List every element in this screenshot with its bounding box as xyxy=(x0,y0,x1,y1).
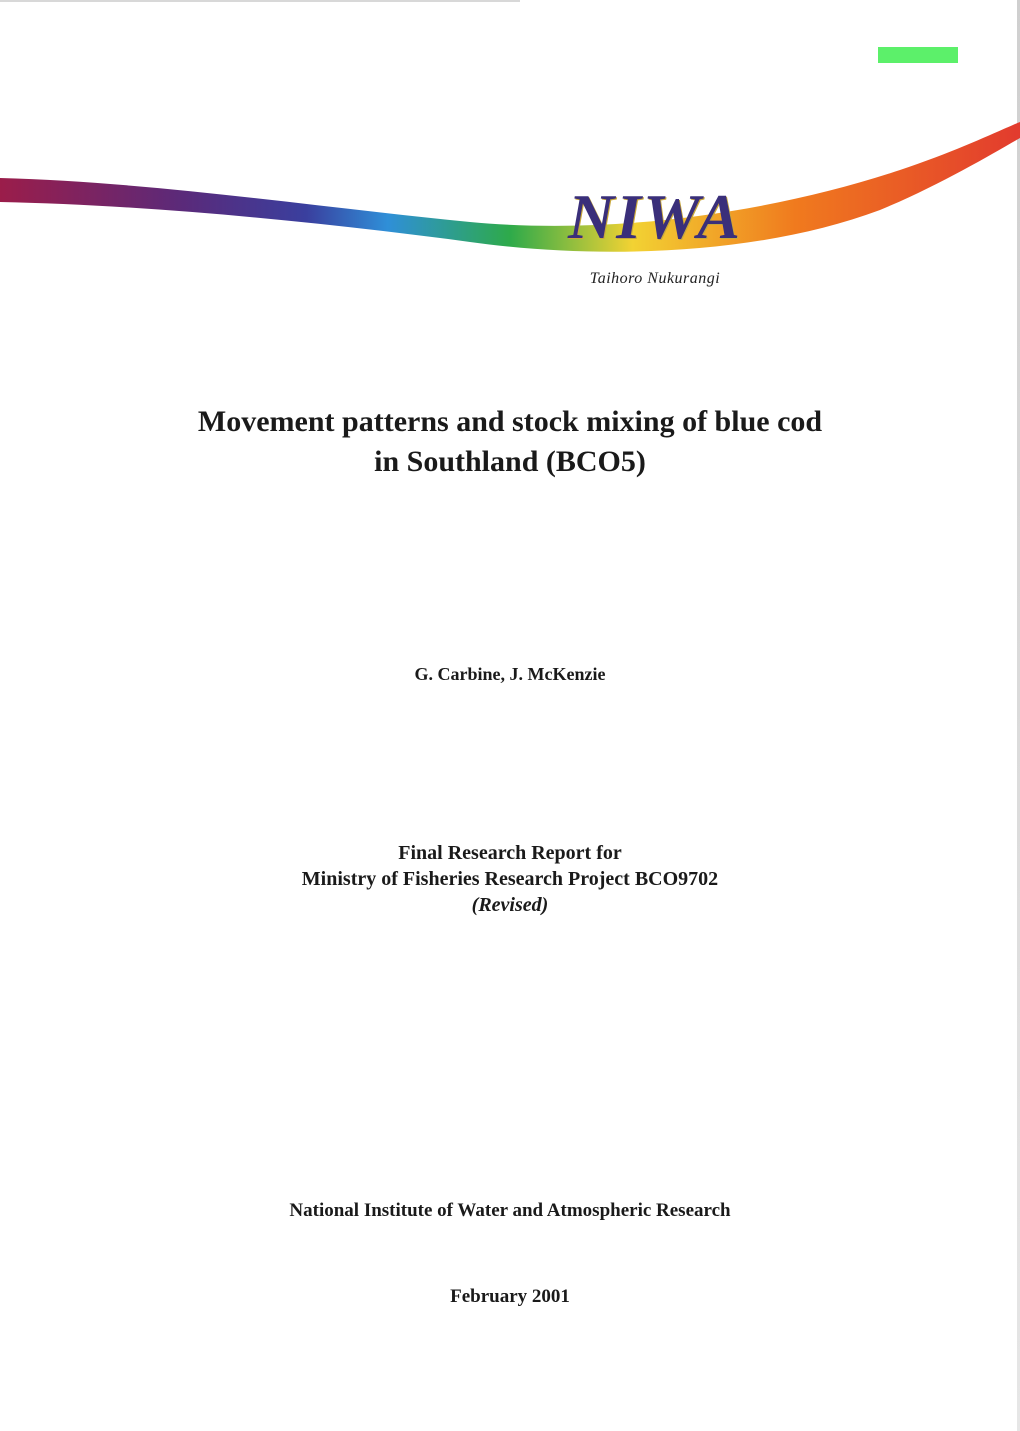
niwa-tagline: Taihoro Nukurangi xyxy=(589,270,721,287)
title-line-2: in Southland (BCO5) xyxy=(374,445,646,478)
report-description xyxy=(0,840,1020,918)
niwa-swoosh-logo xyxy=(0,110,1020,280)
institute-name: National Institute of Water and Atmospheric Research xyxy=(289,1200,731,1221)
scan-edge-top xyxy=(0,0,520,2)
report-revised: (Revised) xyxy=(471,894,549,916)
niwa-wordmark: NIWA xyxy=(568,181,742,252)
document-title xyxy=(0,402,1020,482)
title-line-1: Movement patterns and stock mixing of blue cod xyxy=(197,405,823,438)
green-tab-marker xyxy=(878,47,958,63)
authors: G. Carbine, J. McKenzie xyxy=(414,664,606,684)
report-line-1: Final Research Report for xyxy=(398,842,622,864)
report-line-2: Ministry of Fisheries Research Project BCO9702 xyxy=(301,868,719,890)
publication-date: February 2001 xyxy=(450,1286,570,1307)
